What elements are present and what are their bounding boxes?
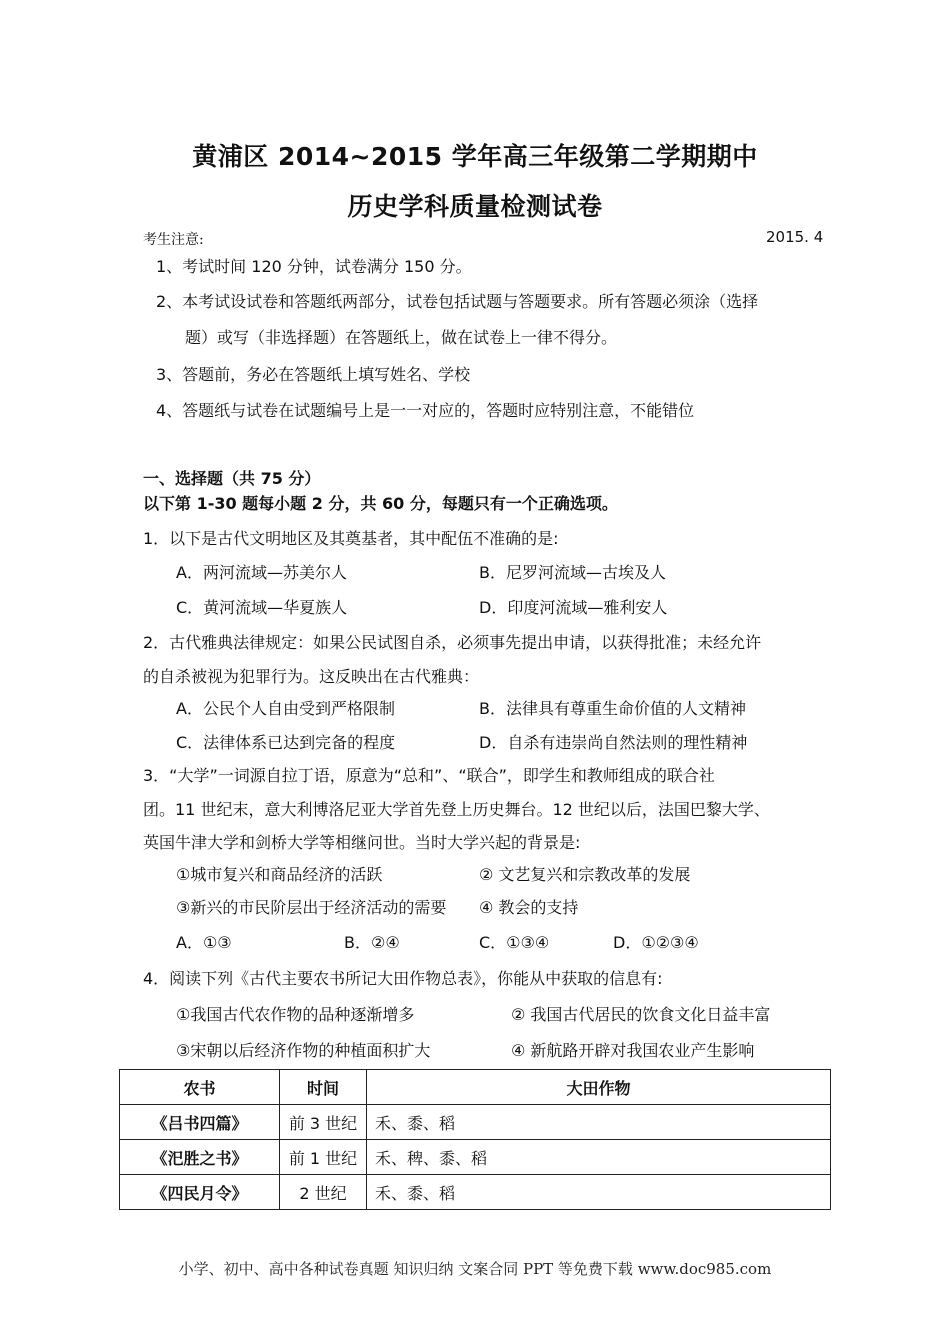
table-cell-book: 《汜胜之书》 xyxy=(120,1140,280,1175)
table-header-crops: 大田作物 xyxy=(367,1070,831,1105)
question-1-option-b: B．尼罗河流域—古埃及人 xyxy=(479,563,666,582)
notice-item-2: 2、本考试设试卷和答题纸两部分，试卷包括试题与答题要求。所有答题必须涂（选择 xyxy=(156,292,759,311)
question-3-option-d: D．①②③④ xyxy=(613,933,699,952)
table-row xyxy=(120,1140,831,1175)
question-2-option-b: B．法律具有尊重生命价值的人文精神 xyxy=(479,699,746,718)
table-header-book: 农书 xyxy=(120,1070,280,1105)
question-3-option-c: C．①③④ xyxy=(479,933,550,952)
question-3-item-4: ④ 教会的支持 xyxy=(479,898,579,917)
table-cell-time: 2 世纪 xyxy=(280,1175,367,1210)
question-4-stem: 4．阅读下列《古代主要农书所记大田作物总表》，你能从中获取的信息有: xyxy=(143,969,663,988)
question-4-item-3: ③宋朝以后经济作物的种植面积扩大 xyxy=(176,1041,431,1060)
question-2-option-a: A．公民个人自由受到严格限制 xyxy=(176,699,395,718)
notice-item-1: 1、考试时间 120 分钟，试卷满分 150 分。 xyxy=(156,257,472,276)
question-4-item-4: ④ 新航路开辟对我国农业产生影响 xyxy=(511,1041,755,1060)
exam-title-line2: 历史学科质量检测试卷 xyxy=(347,192,603,221)
question-3-stem-line1: 3．“大学”一词源自拉丁语，原意为“总和”、“联合”，即学生和教师组成的联合社 xyxy=(143,766,715,785)
question-3-item-1: ①城市复兴和商品经济的活跃 xyxy=(176,865,383,884)
question-4-item-1: ①我国古代农作物的品种逐渐增多 xyxy=(176,1005,415,1024)
crop-table xyxy=(119,1069,831,1210)
table-header-row xyxy=(120,1070,831,1105)
table-cell-time: 前 3 世纪 xyxy=(280,1105,367,1140)
question-2-stem-line1: 2．古代雅典法律规定：如果公民试图自杀，必须事先提出申请，以获得批准；未经允许 xyxy=(143,633,762,652)
question-3-option-a: A．①③ xyxy=(176,933,232,952)
section-heading: 一、选择题（共 75 分） xyxy=(143,469,321,488)
table-cell-book: 《吕书四篇》 xyxy=(120,1105,280,1140)
notice-item-2-cont: 题）或写（非选择题）在答题纸上，做在试卷上一律不得分。 xyxy=(185,328,618,347)
notice-item-3: 3、答题前，务必在答题纸上填写姓名、学校 xyxy=(156,365,471,384)
exam-title-line1: 黄浦区 2014~2015 学年高三年级第二学期期中 xyxy=(192,142,758,171)
table-row xyxy=(120,1105,831,1140)
exam-date: 2015. 4 xyxy=(766,228,824,246)
question-3-item-2: ② 文艺复兴和宗教改革的发展 xyxy=(479,865,691,884)
table-cell-crops: 禾、黍、稻 xyxy=(367,1105,831,1140)
notice-label: 考生注意: xyxy=(143,232,204,248)
question-3-stem-line2: 团。11 世纪末，意大利博洛尼亚大学首先登上历史舞台。12 世纪以后，法国巴黎大学、 xyxy=(143,800,770,819)
question-3-item-3: ③新兴的市民阶层出于经济活动的需要 xyxy=(176,898,447,917)
table-row xyxy=(120,1175,831,1210)
question-2-option-d: D．自杀有违崇尚自然法则的理性精神 xyxy=(479,733,748,752)
question-1-option-c: C．黄河流域—华夏族人 xyxy=(176,598,348,617)
question-2-option-c: C．法律体系已达到完备的程度 xyxy=(176,733,396,752)
table-cell-crops: 禾、黍、稻 xyxy=(367,1175,831,1210)
question-3-option-b: B．②④ xyxy=(344,933,400,952)
question-2-stem-line2: 的自杀被视为犯罪行为。这反映出在古代雅典： xyxy=(143,667,480,686)
question-1-option-d: D．印度河流域—雅利安人 xyxy=(479,598,668,617)
table-cell-time: 前 1 世纪 xyxy=(280,1140,367,1175)
table-cell-crops: 禾、稗、黍、稻 xyxy=(367,1140,831,1175)
question-3-stem-line3: 英国牛津大学和剑桥大学等相继问世。当时大学兴起的背景是: xyxy=(143,833,581,852)
table-header-time: 时间 xyxy=(280,1070,367,1105)
question-1-option-a: A．两河流域—苏美尔人 xyxy=(176,563,347,582)
section-instruction: 以下第 1-30 题每小题 2 分，共 60 分，每题只有一个正确选项。 xyxy=(143,494,618,513)
notice-item-4: 4、答题纸与试卷在试题编号上是一一对应的，答题时应特别注意，不能错位 xyxy=(156,401,695,420)
question-1-stem: 1．以下是古代文明地区及其奠基者，其中配伍不准确的是: xyxy=(143,529,559,548)
question-4-item-2: ② 我国古代居民的饮食文化日益丰富 xyxy=(511,1005,771,1024)
table-cell-book: 《四民月令》 xyxy=(120,1175,280,1210)
page-footer: 小学、初中、高中各种试卷真题 知识归纳 文案合同 PPT 等免费下载 www.doc985.com xyxy=(178,1260,772,1278)
